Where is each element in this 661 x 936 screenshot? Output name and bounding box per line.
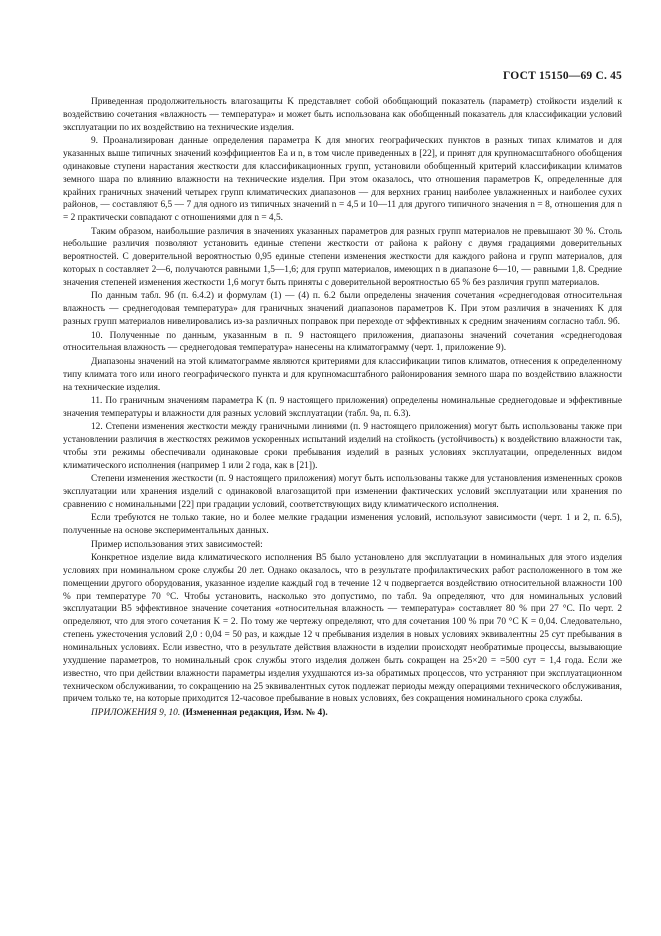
running-header: ГОСТ 15150—69 С. 45 (503, 70, 622, 82)
paragraph: 12. Степени изменения жесткости между граничными линиями (п. 9 настоящего приложения) могут быть использованы также при установлении различия в жесткостях режимов ускоренных испытаний изделий на стойкость (устойчивость) к воздействию влажности так, чтобы эти режимы обеспечивали одинаковые сроки пребывания изделий в разных условиях эксплуатации, определенных видом климатического исполнения (например 1 или 2 года, как в [21]). (63, 422, 622, 471)
paragraph: Пример использования этих зависимостей: (91, 539, 263, 550)
paragraph: Степени изменения жесткости (п. 9 настоящего приложения) могут быть использованы также для установления измененных сроков эксплуатации или хранения изделий с одинаковой влагозащитой при изменении фактических условий эксплуатации или хранения по сравнению с номинальными [22] при градации условий, соответствующих виду климатического исполнения. (63, 474, 622, 510)
paragraph: По данным табл. 9б (п. 6.4.2) и формулам (1) — (4) п. 6.2 были определены значения сочетания «среднегодовая относительная влажность — среднегодовая температура» для граничных значений диапазонов параметров K. При этом различия в значениях K для разных групп материалов нивелировались из-за различных поправок при переходе от эффективных к средним значениям согласно табл. 9б. (63, 291, 622, 328)
amendment-note (63, 707, 622, 720)
paragraph: 10. Полученные по данным, указанным в п. 9 настоящего приложения, диапазоны значений сочетания «среднегодовая относительная влажность — среднегодовая температура» нанесены на климатограмму (черт. 1, приложение 9). (63, 330, 622, 354)
paragraph: Если требуются не только такие, но и более мелкие градации изменения условий, используют зависимости (черт. 1 и 2, п. 6.5), полученные на основе экспериментальных данных. (63, 513, 622, 537)
paragraph: 11. По граничным значениям параметра K (п. 9 настоящего приложения) определены номинальные среднегодовые и эффективные значения температуры и влажности для разных условий эксплуатации (табл. 9а, п. 6.3). (63, 395, 622, 419)
paragraph: Таким образом, наибольшие различия в значениях указанных параметров для разных групп материалов не превышают 30 %. Столь небольшие различия позволяют установить единые степени жесткости от района к району с двумя градациями доверительных вероятностей. С доверительной вероятностью 0,95 единые степени изменения жесткости для каждого района и групп материалов, для которых n составляет 2—6, получаются равными 1,5—1,6; для групп материалов, имеющих n в диапазоне 6—10, — равными 1,8. Средние значения степеней изменения жесткости 1,6 могут быть приняты с доверительной вероятностью 65 % без различия групп материалов. (63, 226, 622, 288)
amendment-text: (Измененная редакция, Изм. № 4). (182, 707, 328, 718)
paragraph: Диапазоны значений на этой климатограмме являются критериями для классификации типов климатов, отнесения к определенному типу климата того или иного географического пункта и для крупномасштабного районирования земного шара по воздействию влажности на технические изделия. (63, 356, 622, 393)
appendix-reference: ПРИЛОЖЕНИЯ 9, 10. (91, 707, 181, 718)
paragraph: Приведенная продолжительность влагозащиты K представляет собой обобщающий показатель (параметр) стойкости изделий к воздействию сочетания «влажность — температура» и может быть использована как обобщенный показатель для классификации условий эксплуатации по их воздействию на технические изделия. (63, 97, 622, 133)
document-body (63, 66, 622, 720)
paragraph: Конкретное изделие вида климатического исполнения В5 было установлено для эксплуатации в номинальных для этого изделия условиях при номинальном сроке службы 20 лет. Однако оказалось, что в результате профилактических работ расположенного в том же помещении другого оборудования, указанное изделие каждый год в течение 12 ч подвергается воздействию относительной влажности 100 % при температуре 70 °С. Чтобы установить, насколько это допустимо, по табл. 9а определяют, что для номинальных условий эксплуатации В5 эффективное значение сочетания «относительная влажность — температура» составляет 80 % при 27 °С. По черт. 2 определяют, что для этого сочетания K = 2. По тому же чертежу определяют, что для сочетания 100 % при 70 °С K = 0,04. Следовательно, степень ужесточения условий 2,0 : 0,04 = 50 раз, и каждые 12 ч пребывания изделия в новых условиях эквивалентны 25 сут пребывания в номинальных условиях. Если известно, что в результате действия влажности в изделии происходят необратимые процессы, вызывающие ухудшение параметров, то номинальный срок службы этого изделия должен быть сокращен на 25×20 = =500 сут = 1,4 года. Если же известно, что при действии влажности параметры изделия ухудшаются из-за обратимых процессов, что устраняют при эксплуатационном техническом обслуживании, то сокращению на 25 эквивалентных суток подлежат периоды между операциями технического обслуживания, причем только те, на которые приходится 12-часовое пребывание в новых условиях, без сокращения номинального срока службы. (63, 553, 622, 705)
paragraph: 9. Проанализирован данные определения параметра K для многих географических пунктов в разных типах климатов и для указанных выше типичных значений коэффициентов Ea и n, в том числе приведенных в [22], и принят для крупномасштабного обобщения одинаковые ступени нарастания жесткости для классификационных групп, установили обобщенный критерий классификации климатов земного шара по влиянию влажности на технические изделия. При этом оказалось, что отношения параметров K, определенные для крайних граничных значений четырех групп климатических диапазонов — для верхних границ наиболее увлажненных и наиболее сухих районов, — составляют 6,5 — 7 для одного из типичных значений n = 4,5 и 10—11 для другого типичного значения n = 8, отношения для n = 2 практически совпадают с отношениями для n = 4,5. (63, 136, 622, 224)
